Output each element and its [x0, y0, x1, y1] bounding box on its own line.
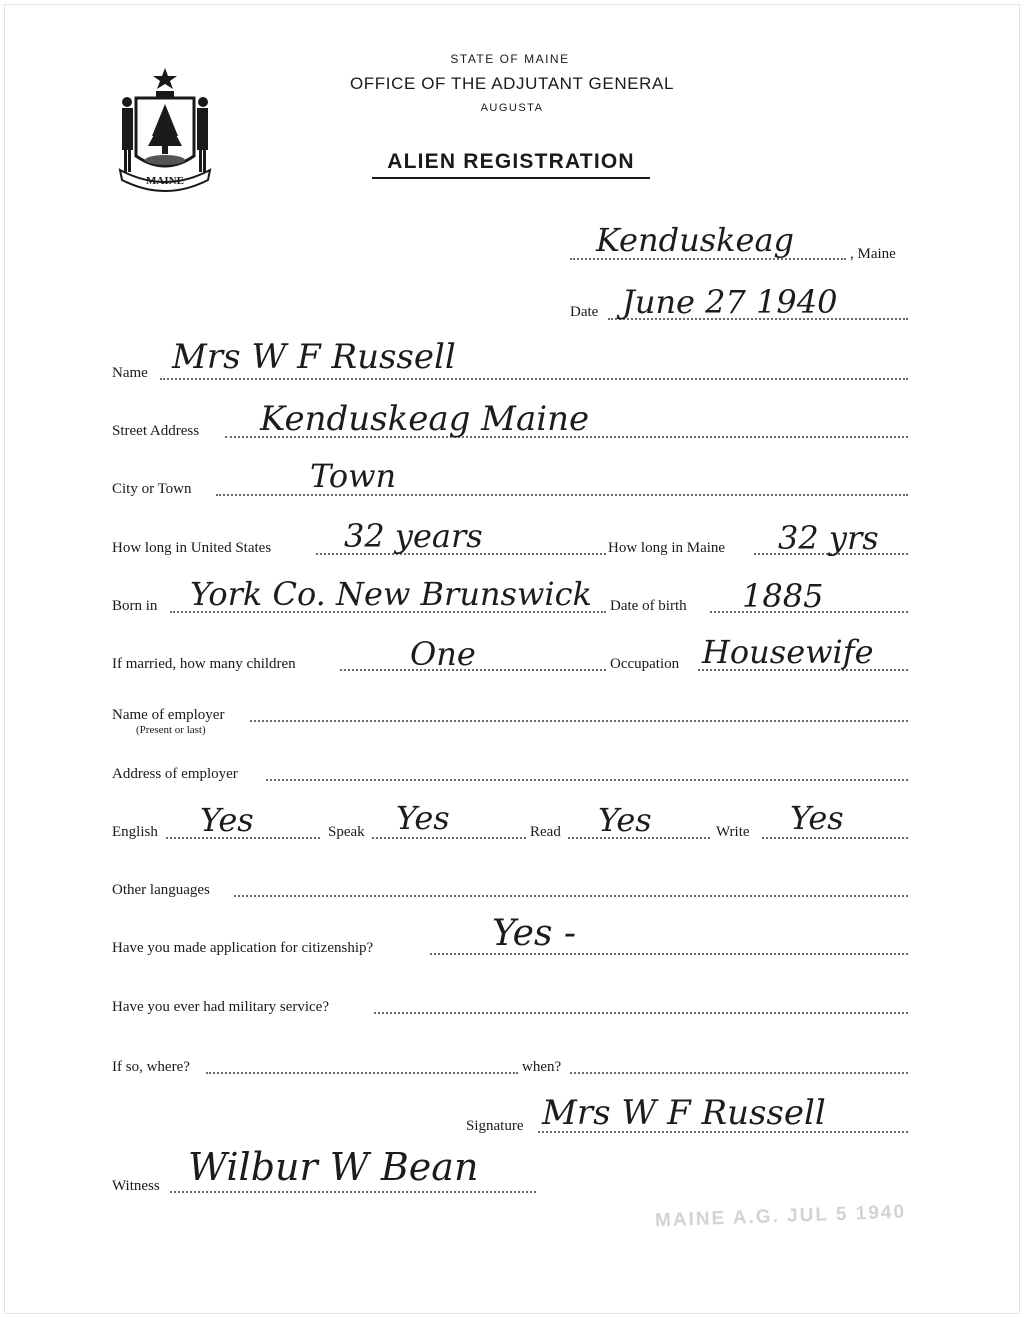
- children-entry: One: [410, 635, 476, 673]
- date-label: Date: [570, 304, 599, 320]
- street-address-label: Street Address: [112, 423, 200, 439]
- header-city: AUGUSTA: [480, 102, 544, 114]
- how-long-maine-label: How long in Maine: [608, 540, 726, 556]
- seal-text: MAINE: [146, 175, 184, 187]
- employer-label: Name of employer: [112, 707, 225, 723]
- town-suffix-label: , Maine: [850, 246, 896, 262]
- speak-entry: Yes: [396, 799, 450, 837]
- date-of-birth-entry: 1885: [742, 577, 824, 615]
- city-entry: Town: [310, 457, 397, 495]
- military-service-label: Have you ever had military service?: [112, 999, 329, 1015]
- signature-entry: Mrs W F Russell: [542, 1093, 826, 1133]
- received-date-stamp: MAINE A.G. JUL 5 1940: [654, 1201, 907, 1232]
- date-entry: June 27 1940: [622, 283, 838, 321]
- write-line: [762, 837, 908, 839]
- when-line: [570, 1072, 908, 1074]
- town-entry: Kenduskeag: [596, 221, 794, 259]
- children-label: If married, how many children: [112, 656, 296, 672]
- military-service-line: [374, 1012, 908, 1014]
- witness-line: [170, 1191, 536, 1193]
- header-state: STATE OF MAINE: [450, 52, 570, 66]
- speak-line: [372, 837, 526, 839]
- how-long-us-label: How long in United States: [112, 540, 272, 556]
- born-in-entry: York Co. New Brunswick: [190, 575, 592, 613]
- witness-entry: Wilbur W Bean: [188, 1145, 479, 1189]
- form-title: ALIEN REGISTRATION: [372, 150, 650, 179]
- how-long-maine-entry: 32 yrs: [778, 519, 879, 557]
- speak-label: Speak: [328, 824, 365, 840]
- read-entry: Yes: [598, 801, 652, 839]
- write-label: Write: [716, 824, 750, 840]
- city-label: City or Town: [112, 481, 192, 497]
- name-line: [160, 378, 908, 380]
- born-in-label: Born in: [112, 598, 158, 614]
- other-languages-line: [234, 895, 908, 897]
- header-office: OFFICE OF THE ADJUTANT GENERAL: [349, 74, 675, 93]
- street-address-entry: Kenduskeag Maine: [260, 399, 590, 439]
- employer-sub-label: (Present or last): [136, 724, 206, 736]
- name-label: Name: [112, 365, 148, 381]
- date-of-birth-label: Date of birth: [610, 598, 687, 614]
- signature-label: Signature: [466, 1118, 524, 1134]
- english-label: English: [112, 824, 158, 840]
- where-line: [206, 1072, 518, 1074]
- occupation-entry: Housewife: [702, 633, 874, 671]
- employer-address-label: Address of employer: [112, 766, 238, 782]
- witness-label: Witness: [112, 1178, 160, 1194]
- employer-line: [250, 720, 908, 722]
- name-entry: Mrs W F Russell: [172, 337, 456, 377]
- occupation-label: Occupation: [610, 656, 680, 672]
- english-entry: Yes: [200, 801, 254, 839]
- other-languages-label: Other languages: [112, 882, 210, 898]
- write-entry: Yes: [790, 799, 844, 837]
- citizenship-label: Have you made application for citizenship?: [112, 940, 374, 956]
- employer-address-line: [266, 779, 908, 781]
- citizenship-entry: Yes -: [492, 913, 577, 954]
- read-label: Read: [530, 824, 561, 840]
- how-long-us-entry: 32 years: [344, 517, 483, 555]
- where-label: If so, where?: [112, 1059, 190, 1075]
- when-label: when?: [522, 1059, 562, 1075]
